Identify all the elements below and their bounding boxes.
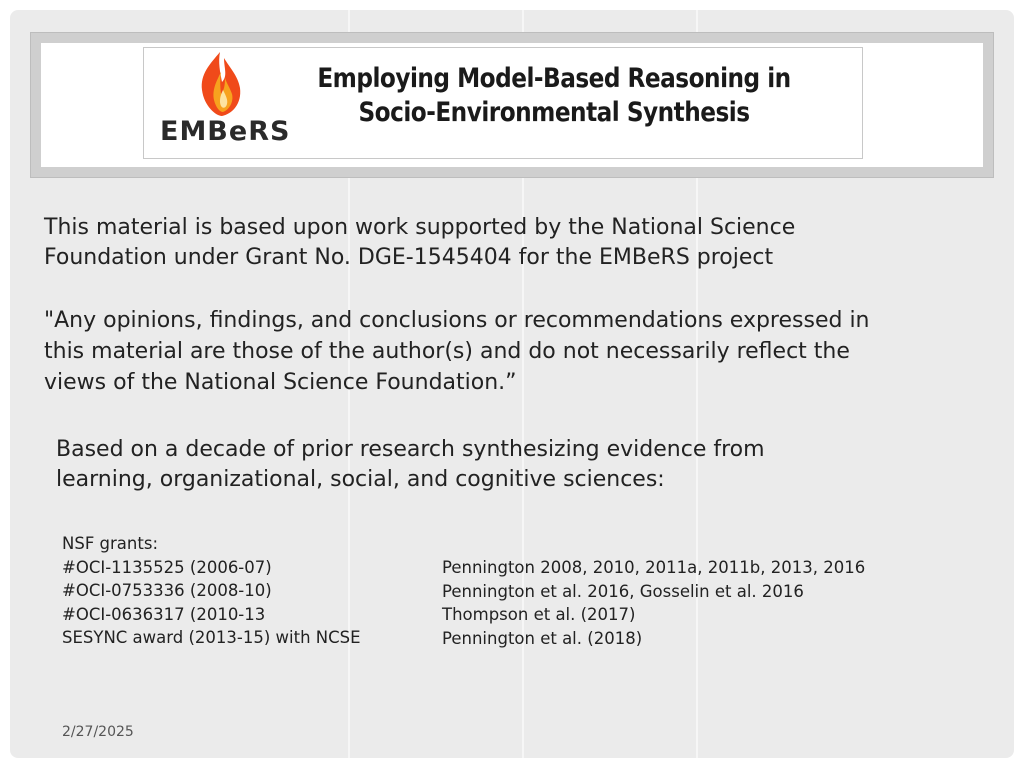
funding-line: Foundation under Grant No. DGE-1545404 for the EMBeRS project [44,245,774,270]
title-banner [30,32,994,178]
disclaimer-line: this material are those of the author(s) and do not necessarily reflect the [44,339,850,364]
prior-research-statement [56,435,956,495]
publication-item: Pennington et al. 2016, Gosselin et al. 2016 [442,581,804,601]
publication-item: Thompson et al. (2017) [442,605,636,624]
grant-item: #OCI-1135525 (2006-07) [62,557,272,577]
publication-item: Pennington 2008, 2010, 2011a, 2011b, 2013, 2016 [442,558,866,577]
grant-item: #OCI-0636317 (2010-13 [62,604,266,624]
disclaimer-line: "Any opinions, findings, and conclusions or recommendations expressed in [44,308,870,333]
funding-statement [44,213,944,273]
title-line-2: Socio-Environmental Synthesis [358,97,750,128]
prior-research-line: learning, organizational, social, and cognitive sciences: [56,467,665,492]
flame-logo-icon [150,50,290,120]
publication-item: Pennington et al. (2018) [442,628,643,648]
funding-line: This material is based upon work supported by the National Science [44,215,796,240]
publications-list [442,556,865,650]
prior-research-line: Based on a decade of prior research synthesizing evidence from [56,437,765,462]
slide [10,10,1014,758]
grant-item: SESYNC award (2013-15) with NCSE [62,628,361,647]
slide-date: 2/27/2025 [62,724,134,740]
embers-logo [150,50,290,154]
grant-item: #OCI-0753336 (2008-10) [62,581,272,600]
grants-list [62,532,361,650]
grants-heading: NSF grants: [62,534,159,553]
disclaimer-line: views of the National Science Foundation.” [44,370,517,395]
logo-wordmark: EMBeRS [160,116,291,147]
title-line-1: Employing Model-Based Reasoning in [317,63,791,94]
page-title [305,62,804,130]
title-banner-inner [41,43,983,167]
logo-title-box [143,47,863,159]
disclaimer [44,305,984,398]
